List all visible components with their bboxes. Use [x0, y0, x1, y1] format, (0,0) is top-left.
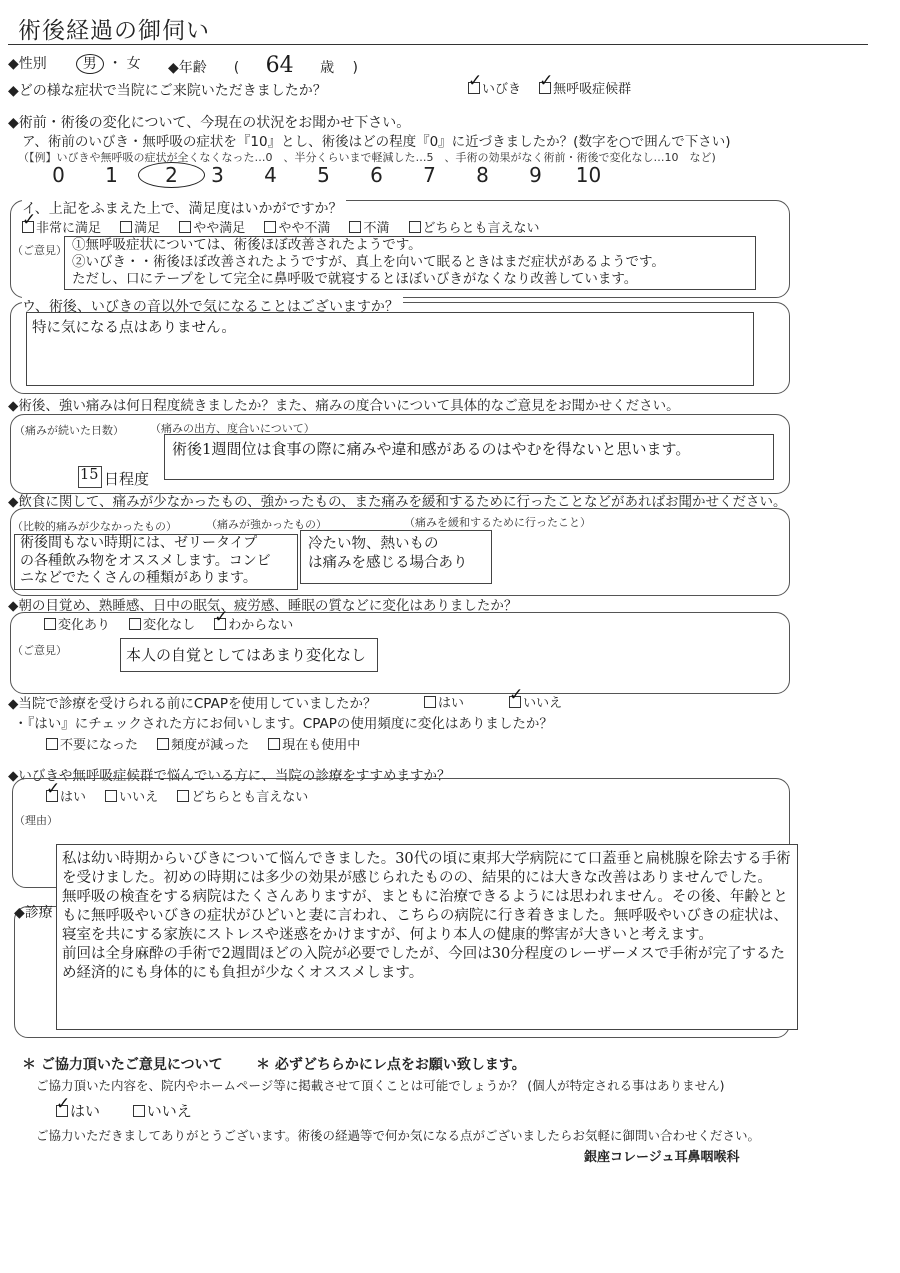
recommend-yes-label: はい [60, 790, 87, 805]
dissatisfied-label: 不満 [363, 221, 390, 236]
less-pain-answer [20, 535, 271, 588]
somewhat-satisfied-label: やや満足 [193, 221, 246, 236]
publish-no-label: いいえ [146, 1102, 192, 1120]
pain-detail-label: （痛みの出方、度合いについて） [150, 422, 315, 435]
scale-5[interactable]: 5 [317, 163, 330, 187]
change-question: ◆術前・術後の変化について、今現在の状況をお聞かせ下さい。 [8, 115, 411, 131]
page-title: 術後経過の御伺い [18, 18, 210, 44]
clinic-name: 銀座コレージュ耳鼻咽喉科 [584, 1150, 740, 1165]
more-pain-line-1: 冷たい物、熱いもの [308, 536, 439, 552]
scale-4[interactable]: 4 [264, 163, 277, 187]
no-longer-needed-label: 不要になった [60, 738, 139, 753]
age-field [168, 53, 358, 78]
less-pain-line-2: の各種飲み物をオススメします。コンビ [20, 552, 271, 569]
changed-label: 変化あり [58, 618, 111, 633]
publish-options [56, 1100, 192, 1121]
scale-10[interactable]: 10 [575, 163, 602, 187]
reason-label: （理由） [14, 814, 58, 827]
scale-0[interactable]: 0 [52, 163, 65, 187]
sex-separator: ・ [108, 56, 123, 72]
question-a: ア、術前のいびき・無呼吸の症状を『10』とし、術後はどの程度『0』に近づきましたか？(数字を○で囲んで下さい) [22, 134, 731, 150]
recommend-neutral-label: どちらとも言えない [191, 790, 309, 805]
snoring-checkbox[interactable] [468, 82, 480, 94]
other-concerns-answer: 特に気になる点はありません。 [32, 320, 236, 336]
publish-no-checkbox[interactable] [133, 1105, 145, 1117]
recommend-neutral-checkbox[interactable] [177, 790, 189, 802]
opinion-line-1: ①無呼吸症状については、術後ほぼ改善されたようです。 [72, 237, 422, 253]
thanks-text: ご協力いただきましてありがとうございます。術後の経過等で何か気になる点がございましたらお気軽に御問い合わせください。 [36, 1128, 761, 1143]
satisfaction-options [22, 217, 554, 236]
recommend-no-label: いいえ [119, 790, 159, 805]
rating-scale [32, 162, 615, 188]
sex-label: ◆性別 [8, 56, 47, 72]
still-using-checkbox[interactable] [268, 738, 280, 750]
scale-1[interactable]: 1 [105, 163, 118, 187]
cpap-question: ◆当院で診療を受けられる前にCPAPを使用していましたか？ [8, 696, 377, 712]
scale-6[interactable]: 6 [370, 163, 383, 187]
diet-question: ◆飲食に関して、痛みが少なかったもの、強かったもの、また痛みを緩和するために行ったことなどがあればお聞かせください。 [8, 494, 787, 510]
scale-9[interactable]: 9 [529, 163, 542, 187]
symptoms-options [468, 78, 645, 97]
cpap-options [424, 692, 576, 711]
footer-heading-b: ＊ 必ずどちらかにレ点をお願い致します。 [256, 1057, 526, 1073]
unknown-checkbox[interactable] [214, 618, 226, 630]
very-satisfied-label: 非常に満足 [36, 221, 102, 236]
symptoms-question: ◆どの様な症状で当院にご来院いただきましたか？ [8, 83, 327, 99]
unknown-label: わからない [228, 618, 294, 633]
more-pain-label: （痛みが強かったもの） [206, 518, 327, 531]
cpap-yes-label: はい [438, 696, 465, 711]
satisfied-checkbox[interactable] [120, 221, 132, 233]
very-satisfied-checkbox[interactable] [22, 221, 34, 233]
sex-female[interactable]: 女 [126, 56, 141, 72]
age-value[interactable]: 64 [265, 53, 294, 78]
somewhat-dissatisfied-checkbox[interactable] [264, 221, 276, 233]
recommend-question: ◆いびきや無呼吸症候群で悩んでいる方に、当院の診療をすすめますか？ [8, 768, 451, 784]
sex-field [8, 53, 141, 73]
scale-3[interactable]: 3 [211, 163, 224, 187]
cpap-no-checkbox[interactable] [509, 696, 521, 708]
morning-options [44, 614, 307, 633]
somewhat-satisfied-checkbox[interactable] [179, 221, 191, 233]
opinion-line-2: ②いびき・・術後ほぼ改善されたようですが、真上を向いて眠るときはまだ症状があるようです。 [72, 254, 665, 270]
age-open-paren: ( [233, 60, 240, 76]
scale-8[interactable]: 8 [476, 163, 489, 187]
apnea-label: 無呼吸症候群 [553, 82, 632, 97]
pain-question: ◆術後、強い痛みは何日程度続きましたか？また、痛みの度合いについて具体的なご意見をお聞かせください。 [8, 398, 680, 414]
snoring-label: いびき [482, 82, 522, 97]
publish-question: ご協力頂いた内容を、院内やホームページ等に掲載させて頂くことは可能でしょうか？ (個人が特定される事はありません) [36, 1078, 725, 1093]
opinion-text [72, 237, 665, 288]
still-using-label: 現在も使用中 [282, 738, 361, 753]
somewhat-dissatisfied-label: やや不満 [278, 221, 331, 236]
recommend-yes-checkbox[interactable] [46, 790, 58, 802]
publish-yes-label: はい [70, 1102, 101, 1120]
cpap-sub-question: ・『はい』にチェックされた方にお伺いします。CPAPの使用頻度に変化はありましたか？ [14, 716, 553, 732]
age-label: ◆年齢 [168, 60, 207, 76]
apnea-checkbox[interactable] [539, 82, 551, 94]
satisfied-label: 満足 [134, 221, 161, 236]
scale-example: （【例】いびきや無呼吸の症状が全くなくなった…0 、半分くらいまで軽減した…5 、手術の効果がなく術前・術後で変化なし…10 など) [18, 151, 716, 164]
opinion-line-3: ただし、口にテープをして完全に鼻呼吸で就寝するとほぼいびきがなくなり改善しています。 [72, 271, 638, 287]
pain-detail-answer: 術後1週間位は食事の際に痛みや違和感があるのはやむを得ないと思います。 [172, 440, 691, 458]
more-pain-answer [308, 535, 468, 573]
morning-opinion-answer: 本人の自覚としてはあまり変化なし [126, 646, 367, 664]
hidden-section-label: ◆診療 [14, 905, 53, 921]
morning-question: ◆朝の目覚め、熟睡感、日中の眠気、疲労感、睡眠の質などに変化はありましたか？ [8, 598, 518, 614]
neutral-label: どちらとも言えない [422, 221, 540, 236]
changed-checkbox[interactable] [44, 618, 56, 630]
cpap-yes-checkbox[interactable] [424, 696, 436, 708]
publish-yes-checkbox[interactable] [56, 1105, 68, 1117]
opinion-label: （ご意見） [12, 244, 67, 257]
question-u: ウ、術後、いびきの音以外で気になることはございますか？ [22, 296, 403, 316]
no-longer-needed-checkbox[interactable] [46, 738, 58, 750]
less-pain-line-3: ニなどでたくさんの種類があります。 [20, 570, 257, 586]
scale-7[interactable]: 7 [423, 163, 436, 187]
unchanged-label: 変化なし [143, 618, 196, 633]
pain-days-label: （痛みが続いた日数） [14, 424, 124, 437]
less-pain-label: （比較的痛みが少なかったもの） [12, 520, 177, 533]
age-unit: 歳 [320, 60, 335, 76]
footer-heading-a: ＊ ご協力頂いたご意見について [22, 1057, 223, 1073]
less-frequent-checkbox[interactable] [157, 738, 169, 750]
cpap-sub-options [46, 734, 374, 753]
more-pain-line-2: は痛みを感じる場合あり [308, 555, 468, 571]
scale-2-circled[interactable]: 2 [138, 162, 191, 188]
dissatisfied-checkbox[interactable] [349, 221, 361, 233]
less-pain-line-1: 術後間もない時期には、ゼリータイプ [20, 535, 258, 551]
title-divider [8, 44, 868, 45]
question-i: イ、上記をふまえた上で、満足度はいかがですか？ [22, 198, 346, 218]
relief-label: （痛みを緩和するために行ったこと） [404, 516, 591, 529]
unchanged-checkbox[interactable] [129, 618, 141, 630]
sex-male-circled[interactable]: 男 [76, 54, 104, 74]
cpap-no-label: いいえ [523, 696, 563, 711]
recommend-no-checkbox[interactable] [105, 790, 117, 802]
age-close-paren: ) [352, 60, 358, 76]
pain-days-value: 15 [80, 467, 99, 483]
recommend-options [46, 786, 322, 805]
less-frequent-label: 頻度が減った [171, 738, 250, 753]
pain-days-unit: 日程度 [104, 470, 150, 488]
neutral-checkbox[interactable] [409, 221, 421, 233]
morning-opinion-label: （ご意見） [12, 644, 67, 657]
reason-answer: 私は幼い時期からいびきについて悩んできました。30代の頃に東邦大学病院にて口蓋垂と扁桃腺を除去する手術を受けました。初めの時期には多少の効果が感じられたものの、結果的には大きな改善はありませんでした。 無呼吸の検査をする病院はたくさんありますが、まともに治療できるようには思われません。その後、年齢とともに無呼吸やいびきの症状がひどいと妻に言われ、こちらの病院に行き着きました。無呼吸やいびきの症状は、寝室を共にする家族にストレスや迷惑をかけますが、何より本人の健康的弊害が大きいと考えます。 前回は全身麻酔の手術で2週間ほどの入院が必要でしたが、今回は30分程度のレーザーメスで手術が完了するため経済的にも身体的にも負担が少なくオススメします。 [62, 851, 791, 981]
